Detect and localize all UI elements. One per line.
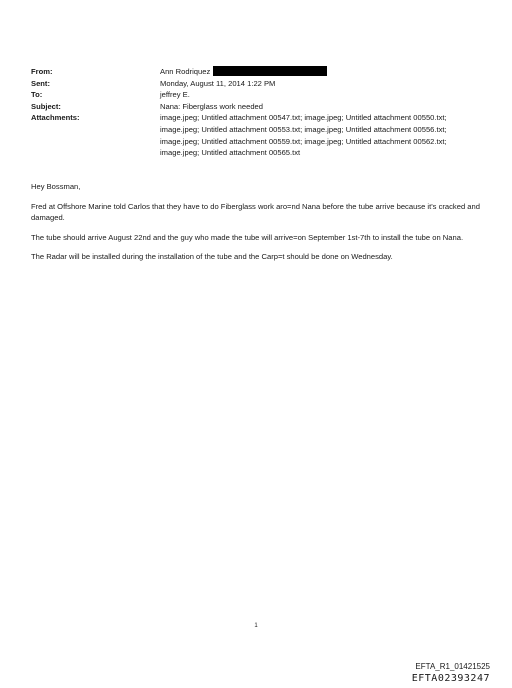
email-header — [31, 66, 491, 159]
from-label: From: — [31, 67, 53, 76]
sent-value: Monday, August 11, 2014 1:22 PM — [160, 78, 276, 88]
email-body — [31, 181, 491, 271]
from-value: Ann Rodriquez — [160, 67, 211, 76]
to-label: To: — [31, 90, 43, 100]
subject-row — [31, 101, 491, 113]
attachment-line: image.jpeg; Untitled attachment 00559.txt; image.jpeg; Untitled attachment 00562.txt; — [160, 136, 447, 146]
body-paragraph-3: The Radar will be installed during the installation of the tube and the Carp=t should be done on Wednesday. — [31, 252, 393, 262]
bates-stamp-2: EFTA02393247 — [411, 673, 490, 684]
bates-stamp-1: EFTA_R1_01421525 — [415, 662, 490, 671]
body-paragraph-1: Fred at Offshore Marine told Carlos that they have to do Fiberglass work aro=nd Nana before the tube arrive because it's cracked and damaged. — [31, 201, 480, 223]
body-paragraph-2: The tube should arrive August 22nd and the guy who made the tube will arrive=on September 1st-7th to install the tube on Nana. — [31, 232, 464, 242]
sent-label: Sent: — [31, 78, 50, 88]
redaction-bar — [213, 66, 327, 76]
subject-value: Nana: Fiberglass work needed — [160, 101, 263, 111]
from-row — [31, 66, 491, 78]
to-value: jeffrey E. — [160, 90, 190, 100]
attachment-line: image.jpeg; Untitled attachment 00553.txt; image.jpeg; Untitled attachment 00556.txt; — [160, 124, 447, 134]
attachments-row — [31, 112, 491, 158]
attachments-list — [160, 112, 491, 158]
sent-row — [31, 78, 491, 90]
to-row — [31, 89, 491, 101]
attachment-line: image.jpeg; Untitled attachment 00547.txt; image.jpeg; Untitled attachment 00550.txt; — [160, 113, 447, 123]
subject-label: Subject: — [31, 101, 61, 111]
page-number: 1 — [254, 623, 258, 629]
attachments-label: Attachments: — [31, 113, 80, 123]
attachment-line: image.jpeg; Untitled attachment 00565.txt — [160, 148, 301, 158]
greeting: Hey Bossman, — [31, 182, 81, 191]
